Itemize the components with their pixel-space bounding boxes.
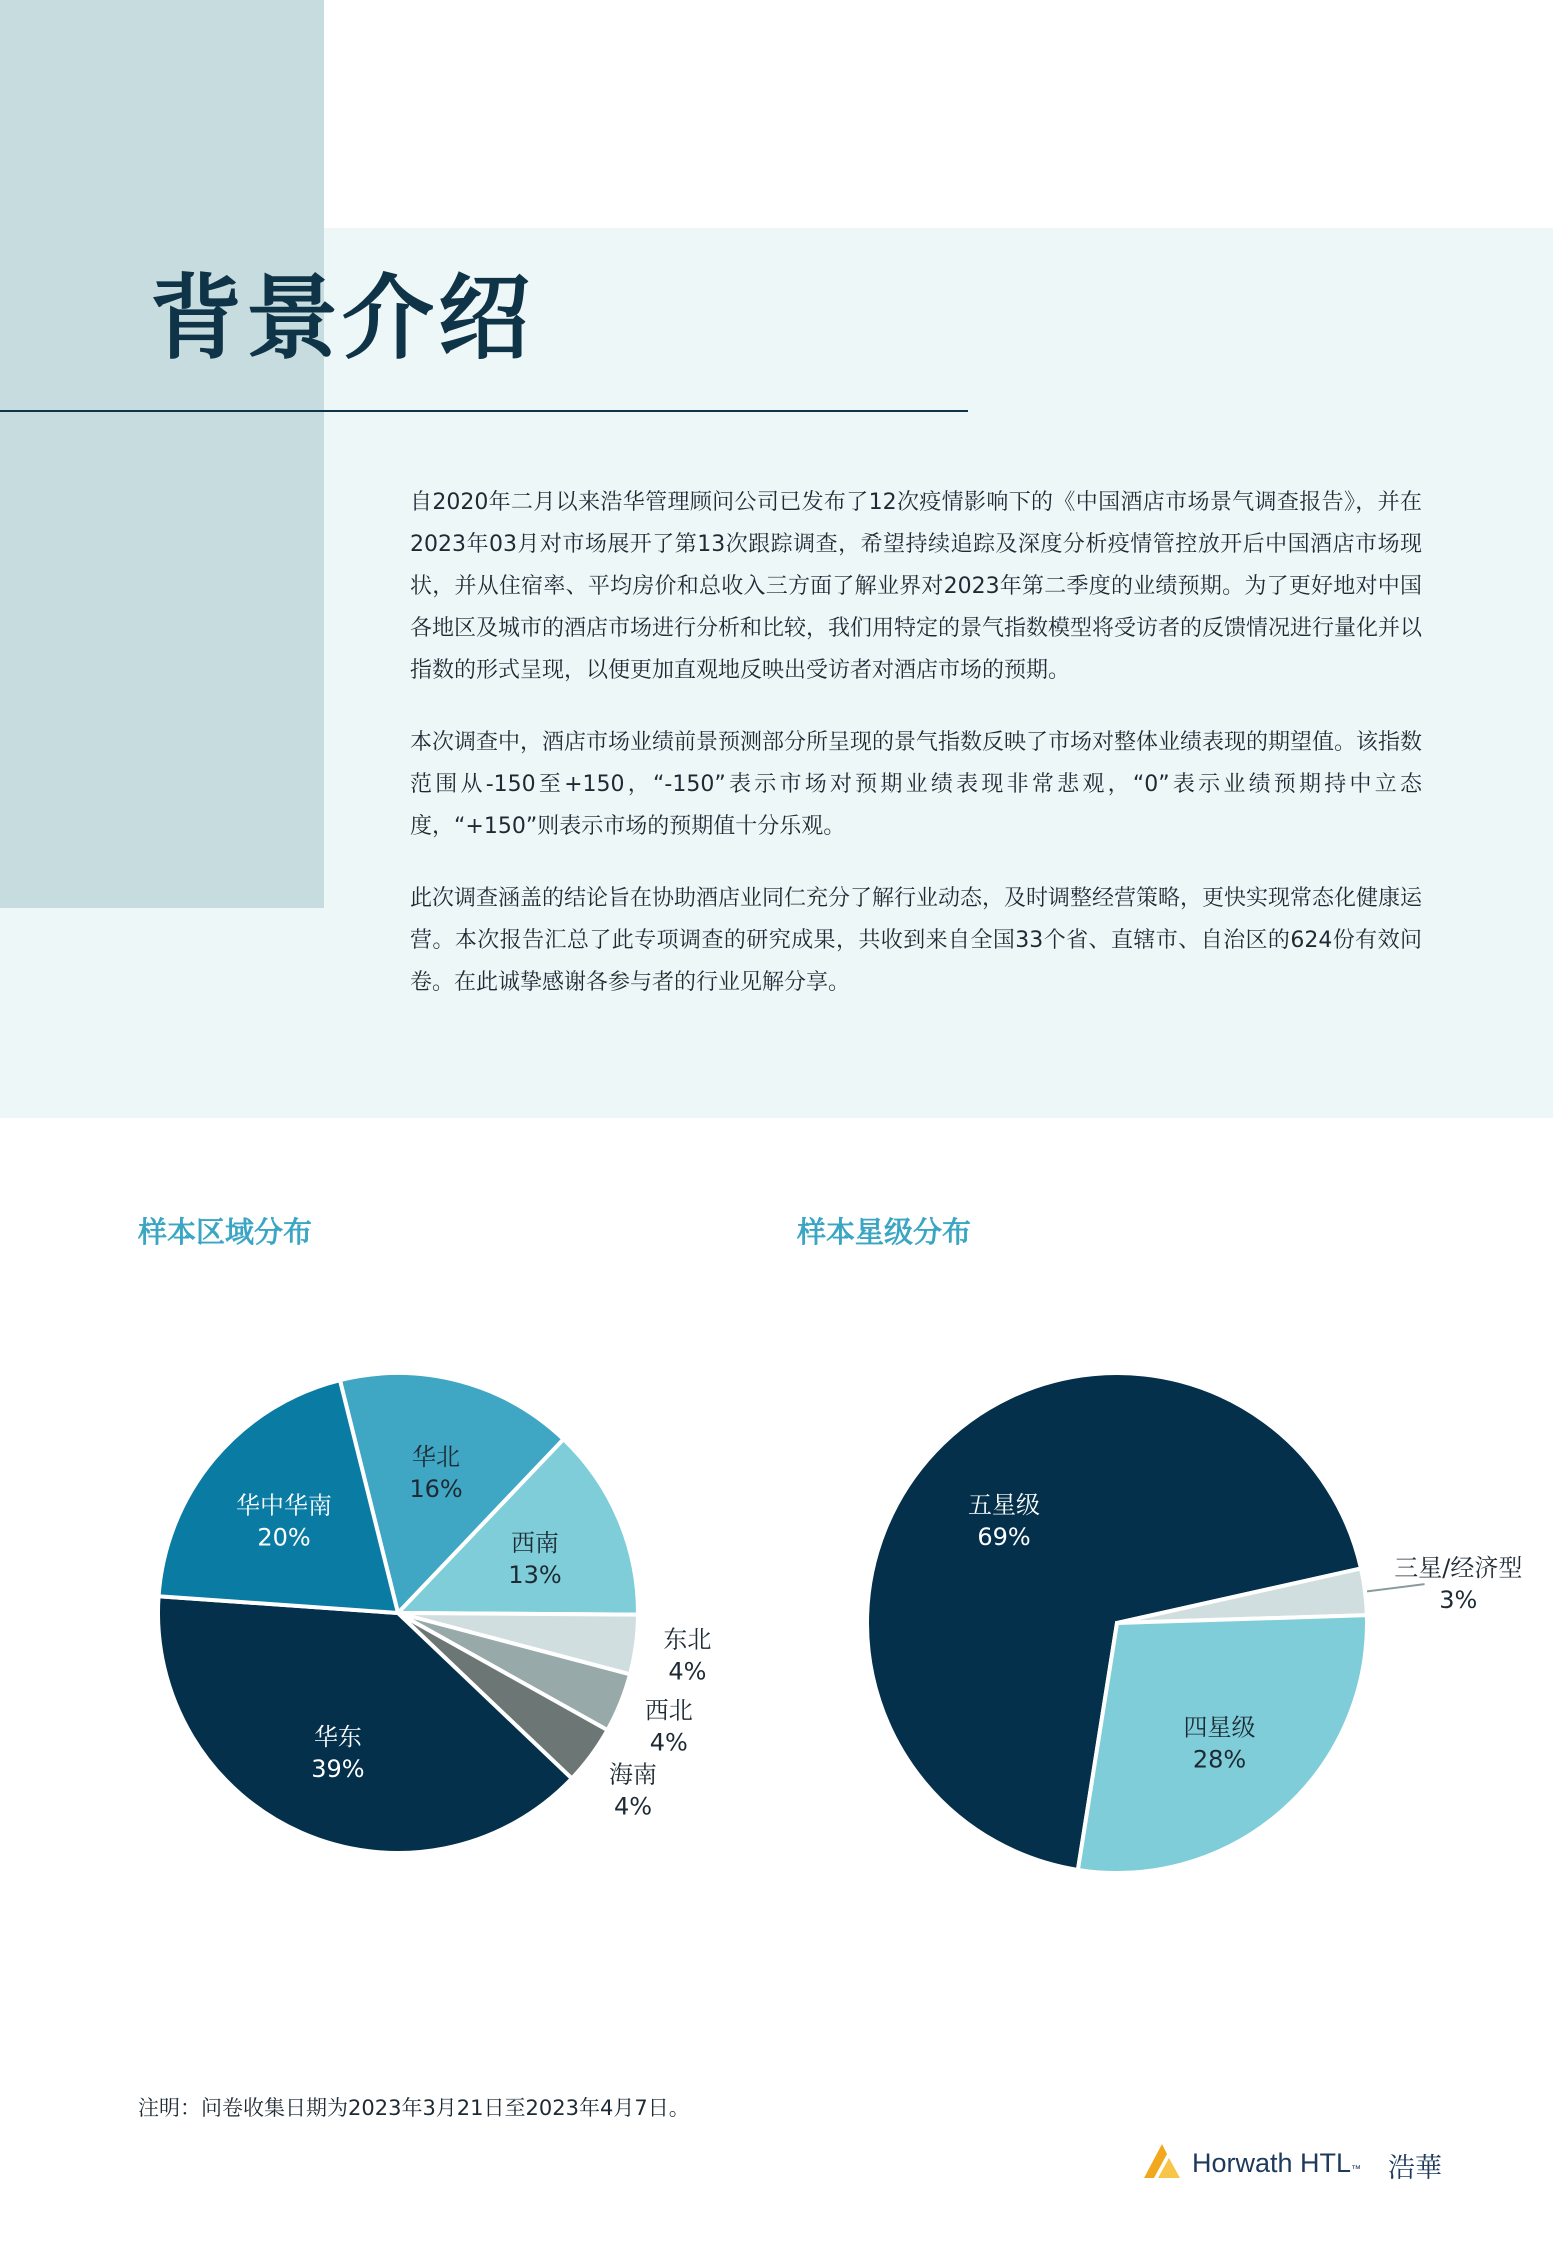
slice-value-0-3: 4% [649,1728,688,1757]
slice-value-0-5: 39% [311,1755,365,1784]
logo-chinese-name: 浩華 [1388,2153,1442,2184]
intro-paragraph-2: 本次调查中，酒店市场业绩前景预测部分所呈现的景气指数反映了市场对整体业绩表现的期望值。该指数范围从-150至+150，“-150”表示市场对预期业绩表现非常悲观，“0”表示业绩预期持中立态度，“+150”则表示市场的预期值十分乐观。 [410,730,1423,839]
slice-value-0-0: 16% [409,1475,463,1504]
slice-value-0-6: 20% [257,1523,311,1552]
slice-label-0-5: 华东 [313,1723,362,1752]
slice-label-0-2: 东北 [663,1625,712,1654]
intro-paragraph-1: 自2020年二月以来浩华管理顾问公司已发布了12次疫情影响下的《中国酒店市场景气调查报告》，并在2023年03月对市场展开了第13次跟踪调查，希望持续追踪及深度分析疫情管控放开后中国酒店市场现状，并从住宿率、平均房价和总收入三方面了解业界对2023年第二季度的业绩预期。为了更好地对中国各地区及城市的酒店市场进行分析和比较，我们用特定的景气指数模型将受访者的反馈情况进行量化并以指数的形式呈现，以便更加直观地反映出受访者对酒店市场的预期。 [410,490,1423,683]
slice-value-0-2: 4% [668,1657,707,1686]
slice-value-1-0: 69% [977,1522,1031,1551]
horwath-logo [1140,2140,1440,2186]
region-pie-chart [0,1300,776,1920]
decorative-block [0,0,324,908]
slice-label-0-6: 华中华南 [236,1491,333,1520]
pie-slice-1-2 [1078,1615,1367,1873]
title-divider [0,410,968,412]
slice-value-0-4: 4% [613,1792,653,1821]
intro-paragraph-3: 此次调查涵盖的结论旨在协助酒店业同仁充分了解行业动态，及时调整经营策略，更快实现常态化健康运营。本次报告汇总了此专项调查的研究成果，共收到来自全国33个省、直辖市、自治区的624份有效问卷。在此诚挚感谢各参与者的行业见解分享。 [410,886,1423,995]
slice-label-1-0: 五星级 [968,1490,1041,1519]
page-title: 背景介绍 [150,264,535,372]
slice-label-0-3: 西北 [644,1696,693,1725]
slice-label-1-2: 四星级 [1183,1713,1256,1742]
slice-value-1-2: 28% [1192,1745,1247,1774]
logo-text: Horwath HTL™ [1192,2148,1362,2178]
slice-label-0-1: 西南 [510,1528,559,1557]
slice-label-1-1: 三星/经济型 [1394,1553,1523,1582]
star-pie-chart [776,1300,1553,1920]
intro-text [410,482,1422,1034]
logo-icon [1140,2140,1188,2182]
footnote: 注明：问卷收集日期为2023年3月21日至2023年4月7日。 [138,2096,690,2120]
slice-label-0-0: 华北 [412,1443,461,1472]
region-chart-title: 样本区域分布 [138,1215,313,1249]
slice-value-0-1: 13% [508,1560,562,1589]
slice-value-1-1: 3% [1439,1585,1478,1614]
slice-label-0-4: 海南 [609,1760,658,1789]
star-chart-title: 样本星级分布 [797,1215,972,1249]
leader-line-1-1 [1367,1584,1425,1591]
